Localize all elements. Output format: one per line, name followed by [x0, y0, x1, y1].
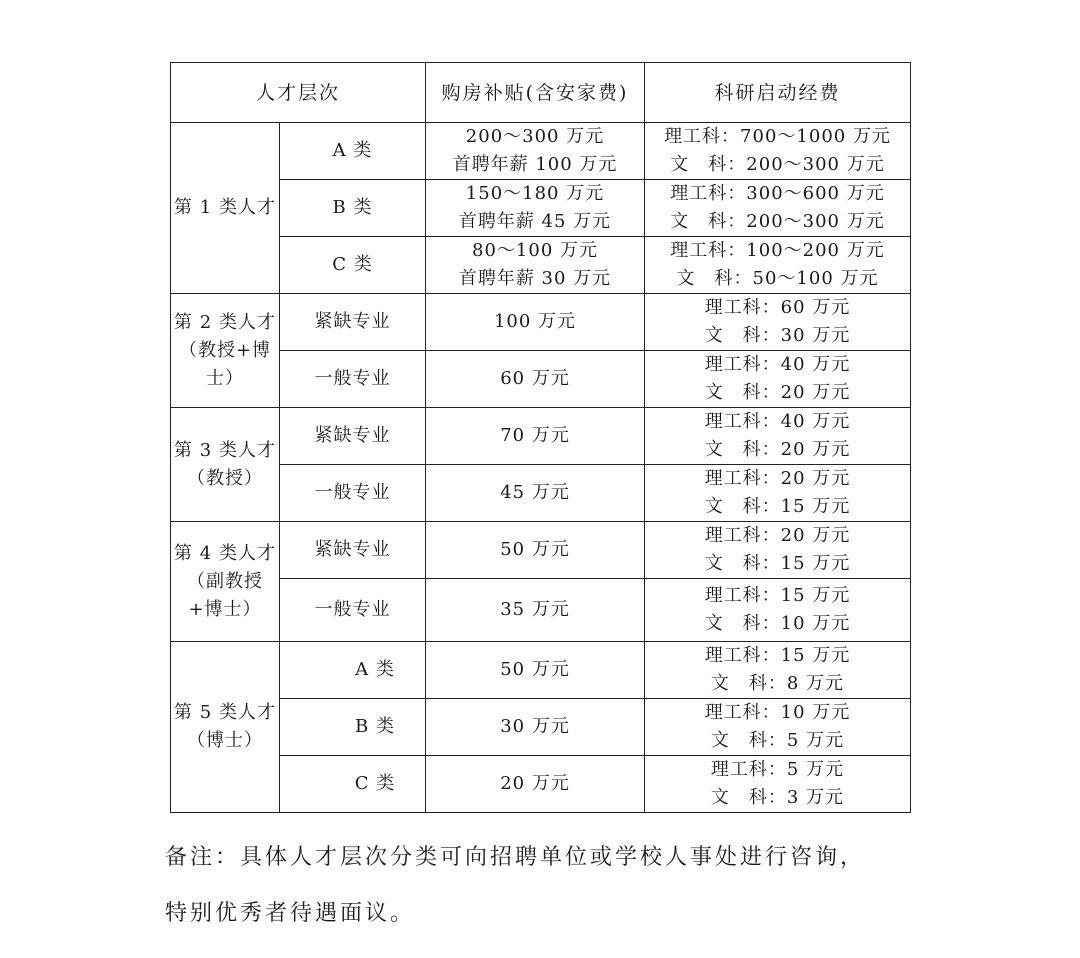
table-row [171, 237, 911, 294]
table-row [171, 756, 911, 813]
research-line: 文 科：200～300 万元 [670, 154, 885, 175]
housing-line: 30 万元 [500, 716, 570, 737]
housing-line: 35 万元 [500, 599, 570, 620]
housing-line: 50 万元 [500, 539, 570, 560]
category-cell: 第 1 类人才 [171, 123, 280, 294]
table-row [171, 522, 911, 579]
subcategory-cell: 紧缺专业 [280, 408, 426, 465]
housing-line: 首聘年薪 100 万元 [452, 154, 618, 175]
research-line: 文 科：5 万元 [710, 730, 845, 751]
housing-cell [426, 294, 645, 351]
header-row [171, 63, 911, 123]
research-line: 理工科：700～1000 万元 [664, 126, 891, 147]
housing-line: 150～180 万元 [465, 183, 605, 204]
housing-line: 60 万元 [500, 368, 570, 389]
housing-cell [426, 180, 645, 237]
research-line: 理工科：5 万元 [710, 759, 845, 780]
table-row [171, 123, 911, 180]
research-line: 理工科：300～600 万元 [670, 183, 885, 204]
category-cell: 第 3 类人才（教授） [171, 408, 280, 522]
research-cell [645, 579, 911, 642]
table-row [171, 642, 911, 699]
housing-line: 首聘年薪 45 万元 [458, 211, 612, 232]
housing-cell [426, 756, 645, 813]
housing-line: 200～300 万元 [465, 126, 605, 147]
research-line: 文 科：3 万元 [710, 787, 845, 808]
research-line: 理工科：20 万元 [704, 525, 851, 546]
talent-benefits-table [170, 62, 911, 813]
research-cell [645, 756, 911, 813]
subcategory-cell: 一般专业 [280, 579, 426, 642]
research-cell [645, 465, 911, 522]
housing-cell [426, 351, 645, 408]
housing-line: 20 万元 [500, 773, 570, 794]
research-line: 文 科：10 万元 [704, 613, 851, 634]
research-line: 文 科：50～100 万元 [676, 268, 879, 289]
research-line: 文 科：15 万元 [704, 553, 851, 574]
header-level: 人才层次 [171, 63, 426, 123]
subcategory-cell: 紧缺专业 [280, 522, 426, 579]
research-line: 文 科：30 万元 [704, 325, 851, 346]
research-line: 文 科：20 万元 [704, 382, 851, 403]
category-cell: 第 2 类人才（教授+博士） [171, 294, 280, 408]
research-cell [645, 123, 911, 180]
research-line: 理工科：10 万元 [704, 702, 851, 723]
research-cell [645, 351, 911, 408]
research-line: 理工科：100～200 万元 [670, 240, 885, 261]
table-row [171, 351, 911, 408]
subcategory-cell: 一般专业 [280, 351, 426, 408]
research-line: 文 科：15 万元 [704, 496, 851, 517]
table-row [171, 465, 911, 522]
housing-cell [426, 642, 645, 699]
housing-line: 50 万元 [500, 659, 570, 680]
research-line: 理工科：15 万元 [704, 585, 851, 606]
research-cell [645, 180, 911, 237]
research-line: 文 科：200～300 万元 [670, 211, 885, 232]
subcategory-cell: 一般专业 [280, 465, 426, 522]
housing-line: 45 万元 [500, 482, 570, 503]
housing-line: 首聘年薪 30 万元 [458, 268, 612, 289]
research-cell [645, 408, 911, 465]
subcategory-cell: A 类 [280, 642, 426, 699]
housing-cell [426, 465, 645, 522]
category-cell: 第 5 类人才（博士） [171, 642, 280, 813]
subcategory-cell: C 类 [280, 237, 426, 294]
research-cell [645, 699, 911, 756]
header-housing: 购房补贴(含安家费) [426, 63, 645, 123]
research-line: 文 科：8 万元 [710, 673, 845, 694]
note-line-2: 特别优秀者待遇面议。 [165, 901, 416, 926]
housing-line: 70 万元 [500, 425, 570, 446]
research-cell [645, 642, 911, 699]
research-line: 理工科：40 万元 [704, 411, 851, 432]
table-row [171, 579, 911, 642]
housing-cell [426, 579, 645, 642]
research-line: 理工科：60 万元 [704, 297, 851, 318]
research-cell [645, 522, 911, 579]
subcategory-cell: A 类 [280, 123, 426, 180]
category-cell: 第 4 类人才（副教授+博士） [171, 522, 280, 642]
subcategory-cell: B 类 [280, 699, 426, 756]
housing-cell [426, 408, 645, 465]
research-line: 理工科：15 万元 [704, 645, 851, 666]
research-line: 理工科：40 万元 [704, 354, 851, 375]
table-row [171, 180, 911, 237]
subcategory-cell: C 类 [280, 756, 426, 813]
housing-cell [426, 237, 645, 294]
research-cell [645, 237, 911, 294]
header-research: 科研启动经费 [645, 63, 911, 123]
subcategory-cell: 紧缺专业 [280, 294, 426, 351]
table-row [171, 408, 911, 465]
research-line: 文 科：20 万元 [704, 439, 851, 460]
subcategory-cell: B 类 [280, 180, 426, 237]
housing-line: 80～100 万元 [472, 240, 598, 261]
housing-cell [426, 123, 645, 180]
table-row [171, 699, 911, 756]
research-cell [645, 294, 911, 351]
table-row [171, 294, 911, 351]
research-line: 理工科：20 万元 [704, 468, 851, 489]
housing-cell [426, 699, 645, 756]
housing-line: 100 万元 [493, 311, 577, 332]
note-line-1: 备注：具体人才层次分类可向招聘单位或学校人事处进行咨询， [165, 845, 866, 870]
housing-cell [426, 522, 645, 579]
